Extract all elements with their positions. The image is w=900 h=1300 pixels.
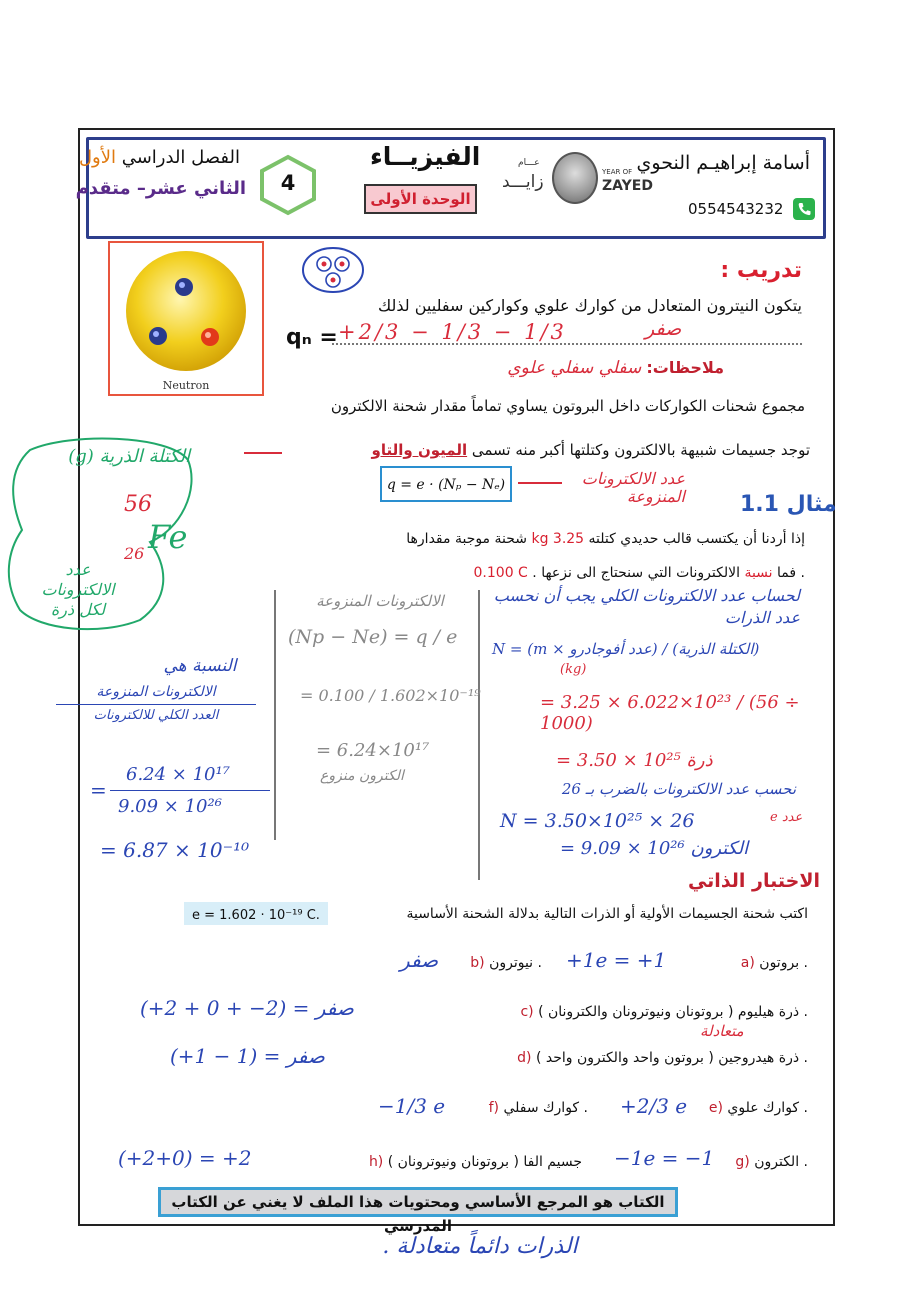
neutron-figure	[108, 241, 264, 396]
example-line-2	[474, 565, 805, 581]
logo-arabic-small: عـــام	[518, 158, 540, 168]
example-line-2-suffix: الالكترونات التي سنحتاج الى نزعها .	[541, 565, 805, 581]
hw-col1-eq1-unit: (kg)	[560, 662, 587, 677]
hw-green-mass: 56	[124, 492, 152, 517]
example-line-2-highlight: نسبة	[744, 565, 773, 581]
item-g	[735, 1154, 808, 1170]
zayed-portrait-icon	[552, 152, 598, 204]
item-e-answer: +2/3 e	[620, 1094, 688, 1118]
hw-formula-note: عدد الالكترونات المنزوعة	[581, 469, 685, 506]
fact-2-prefix: توجد جسيمات شبيهة بالالكترون وكتلتها أكبر منه تسمى	[467, 441, 810, 459]
exercise-statement: يتكون النيترون المتعادل من كوارك علوي وكواركين سفليين لذلك	[378, 296, 802, 315]
hw-col3-eq1-line	[110, 790, 270, 791]
hw-red-arrow-left	[244, 452, 282, 454]
hw-col3-frac-line	[56, 704, 256, 705]
notes-row	[507, 358, 724, 378]
item-e	[709, 1100, 808, 1116]
hw-col1-note: نحسب عدد الالكترونات بالضرب بـ 26	[561, 780, 796, 798]
e-value: e = 1.602 · 10⁻¹⁹ C.	[192, 908, 320, 923]
phone-number: 0554543232	[688, 200, 784, 218]
item-e-letter: e)	[708, 1100, 723, 1116]
notes-label: ملاحظات:	[646, 358, 724, 377]
logo-arabic: زايـــد	[502, 172, 544, 192]
hw-notes: سفلي سفلي علوي	[507, 358, 642, 378]
self-test-instruction: اكتب شحنة الجسيمات الأولية أو الذرات التالية بدلالة الشحنة الأساسية	[406, 906, 808, 922]
hw-col2-eq3-note: الكترون منزوع	[320, 768, 404, 784]
example-line-2-mid: . فما	[527, 565, 797, 581]
item-g-text: الكترون .	[754, 1154, 808, 1170]
item-d-letter: d)	[517, 1050, 532, 1066]
item-c-answer-note: متعادلة	[700, 1022, 744, 1040]
hw-col1-eq4-note: عدد e	[770, 810, 803, 825]
item-a-text: بروتون .	[759, 955, 808, 971]
page-number: 4	[280, 171, 296, 195]
grade-label: الثاني عشر– متقدم	[75, 178, 246, 199]
item-d	[517, 1050, 808, 1066]
item-d-text: ذرة هيدروجين ( بروتون واحد والكترون واحد ) .	[535, 1050, 808, 1066]
hw-col2-eq2: = 0.100 / 1.602×10⁻¹⁹	[300, 686, 481, 705]
hw-col3-frac-bottom: العدد الكلي للالكترونات	[93, 708, 219, 723]
subject-title: الفيزيــاء	[370, 142, 481, 171]
hw-col3-result: = 6.87 × 10⁻¹⁰	[100, 838, 250, 862]
hw-col3-eq1-bottom: 9.09 × 10²⁶	[118, 796, 222, 817]
unit-badge: الوحدة الأولى	[364, 184, 477, 214]
item-b-letter: b)	[470, 955, 485, 971]
item-b-text: نيوترون .	[489, 955, 542, 971]
phone-row	[688, 198, 815, 220]
hw-bottom-note: الذرات دائماً متعادلة .	[382, 1234, 578, 1259]
formula-box	[380, 466, 512, 502]
hw-q-fractions: +2/3 − 1/3 − 1/3	[338, 320, 567, 344]
item-f-text: كوارك سفلي .	[503, 1100, 588, 1116]
item-a	[741, 955, 808, 971]
formula: q = e · (Nₚ − Nₑ)	[386, 477, 506, 493]
semester-prefix: الفصل الدراسي	[116, 147, 240, 168]
hw-q-result: صفر	[645, 318, 682, 340]
hw-formula-arrow	[518, 482, 562, 484]
example-line-1-suffix: شحنة موجبة مقدارها	[406, 531, 532, 547]
e-value-box	[184, 902, 328, 925]
example-mass: 3.25 kg	[531, 531, 585, 547]
semester-highlight: الأول	[78, 147, 116, 168]
self-test-heading: الاختبار الذاتي	[687, 870, 820, 892]
hw-col1-eq4: N = 3.50×10²⁵ × 26	[500, 810, 695, 832]
item-b	[470, 955, 542, 971]
hw-col2-title: الالكترونات المنزوعة	[316, 592, 444, 610]
item-c-letter: c)	[520, 1004, 534, 1020]
footer-notice: الكتاب هو المرجع الأساسي ومحتويات هذا الملف لا يغني عن الكتاب المدرسي	[158, 1187, 678, 1217]
neutron-diagram	[110, 247, 262, 377]
item-c-answer: (+2 + 0 + −2) = صفر	[140, 996, 354, 1020]
hw-col1-eq5: = 9.09 × 10²⁶ الكترون	[560, 838, 749, 859]
item-h-letter: h)	[368, 1154, 384, 1170]
q-label: qₙ =	[286, 325, 338, 350]
logo-year-of: YEAR OF	[602, 168, 633, 176]
item-a-letter: a)	[740, 955, 755, 971]
item-h	[369, 1154, 582, 1170]
item-d-answer: (+1 − 1) = صفر	[170, 1044, 325, 1068]
fact-2-highlight: الميون والتاو	[371, 441, 468, 459]
hw-col1-eq3: = 3.50 × 10²⁵ ذرة	[556, 750, 713, 771]
hw-col3-title: النسبة هي	[163, 656, 237, 676]
hw-col1-eq2: = 3.25 × 6.022×10²³ / (56 ÷ 1000)	[540, 692, 800, 734]
hw-green-z: 26	[124, 544, 145, 563]
item-f	[489, 1100, 588, 1116]
fact-1: مجموع شحنات الكواركات داخل البروتون يساوي تماماً مقدار شحنة الالكترون	[330, 397, 805, 415]
hw-divider-2	[478, 590, 480, 880]
hw-quark-circles	[300, 244, 366, 296]
figure-caption: Neutron	[162, 379, 210, 392]
semester-line	[79, 147, 240, 168]
hw-col3-frac-top: الالكترونات المنزوعة	[96, 684, 216, 700]
item-g-letter: g)	[735, 1154, 750, 1170]
hw-col2-eq3: = 6.24×10¹⁷	[316, 740, 430, 761]
hw-col1-eq1: N = (m × عدد أفوجادرو) / (الكتلة الذرية)	[492, 640, 760, 658]
exercise-heading: تدريب :	[720, 258, 802, 283]
hw-col1-title: لحساب عدد الالكترونات الكلي يجب أن نحسب عدد الذرات	[493, 586, 800, 627]
item-b-answer: صفر	[400, 948, 439, 972]
zayed-logo	[502, 148, 652, 208]
item-a-answer: +1e = +1	[566, 948, 667, 972]
hw-green-symbol: Fe	[148, 518, 188, 556]
hw-col3-eq1-top: 6.24 × 10¹⁷	[126, 764, 230, 785]
hw-divider-1	[274, 590, 276, 840]
author-name: أسامة إبراهيـم النحوي	[636, 152, 810, 174]
item-h-answer: (+2+0) = +2	[118, 1146, 252, 1170]
phone-icon	[793, 198, 815, 220]
example-line-1	[406, 531, 805, 547]
hw-green-note: الكتلة الذرية (g)	[68, 446, 190, 467]
example-line-1-prefix: إذا أردنا أن يكتسب قالب حديدي كتلته	[584, 531, 805, 547]
hw-col2-eq1: (Np − Ne) = q / e	[288, 626, 458, 648]
item-h-text: جسيم الفا ( بروتونان ونيوترونان )	[387, 1154, 582, 1170]
fact-2	[372, 441, 810, 459]
example-title: مثال 1.1	[740, 492, 837, 517]
example-charge: 0.100 C	[473, 565, 528, 581]
logo-zayed: ZAYED	[602, 178, 653, 194]
item-f-answer: −1/3 e	[378, 1094, 446, 1118]
item-c-text: ذرة هيليوم ( بروتونان ونيوترونان والكترونان ) .	[538, 1004, 808, 1020]
hw-col3-equals: =	[90, 778, 107, 802]
item-c	[520, 1004, 808, 1020]
hw-green-electrons: عدد الالكترونات لكل ذرة	[41, 560, 115, 619]
page-number-hexagon	[258, 154, 318, 216]
item-e-text: كوارك علوي .	[727, 1100, 808, 1116]
item-f-letter: f)	[488, 1100, 499, 1116]
item-g-answer: −1e = −1	[614, 1146, 715, 1170]
